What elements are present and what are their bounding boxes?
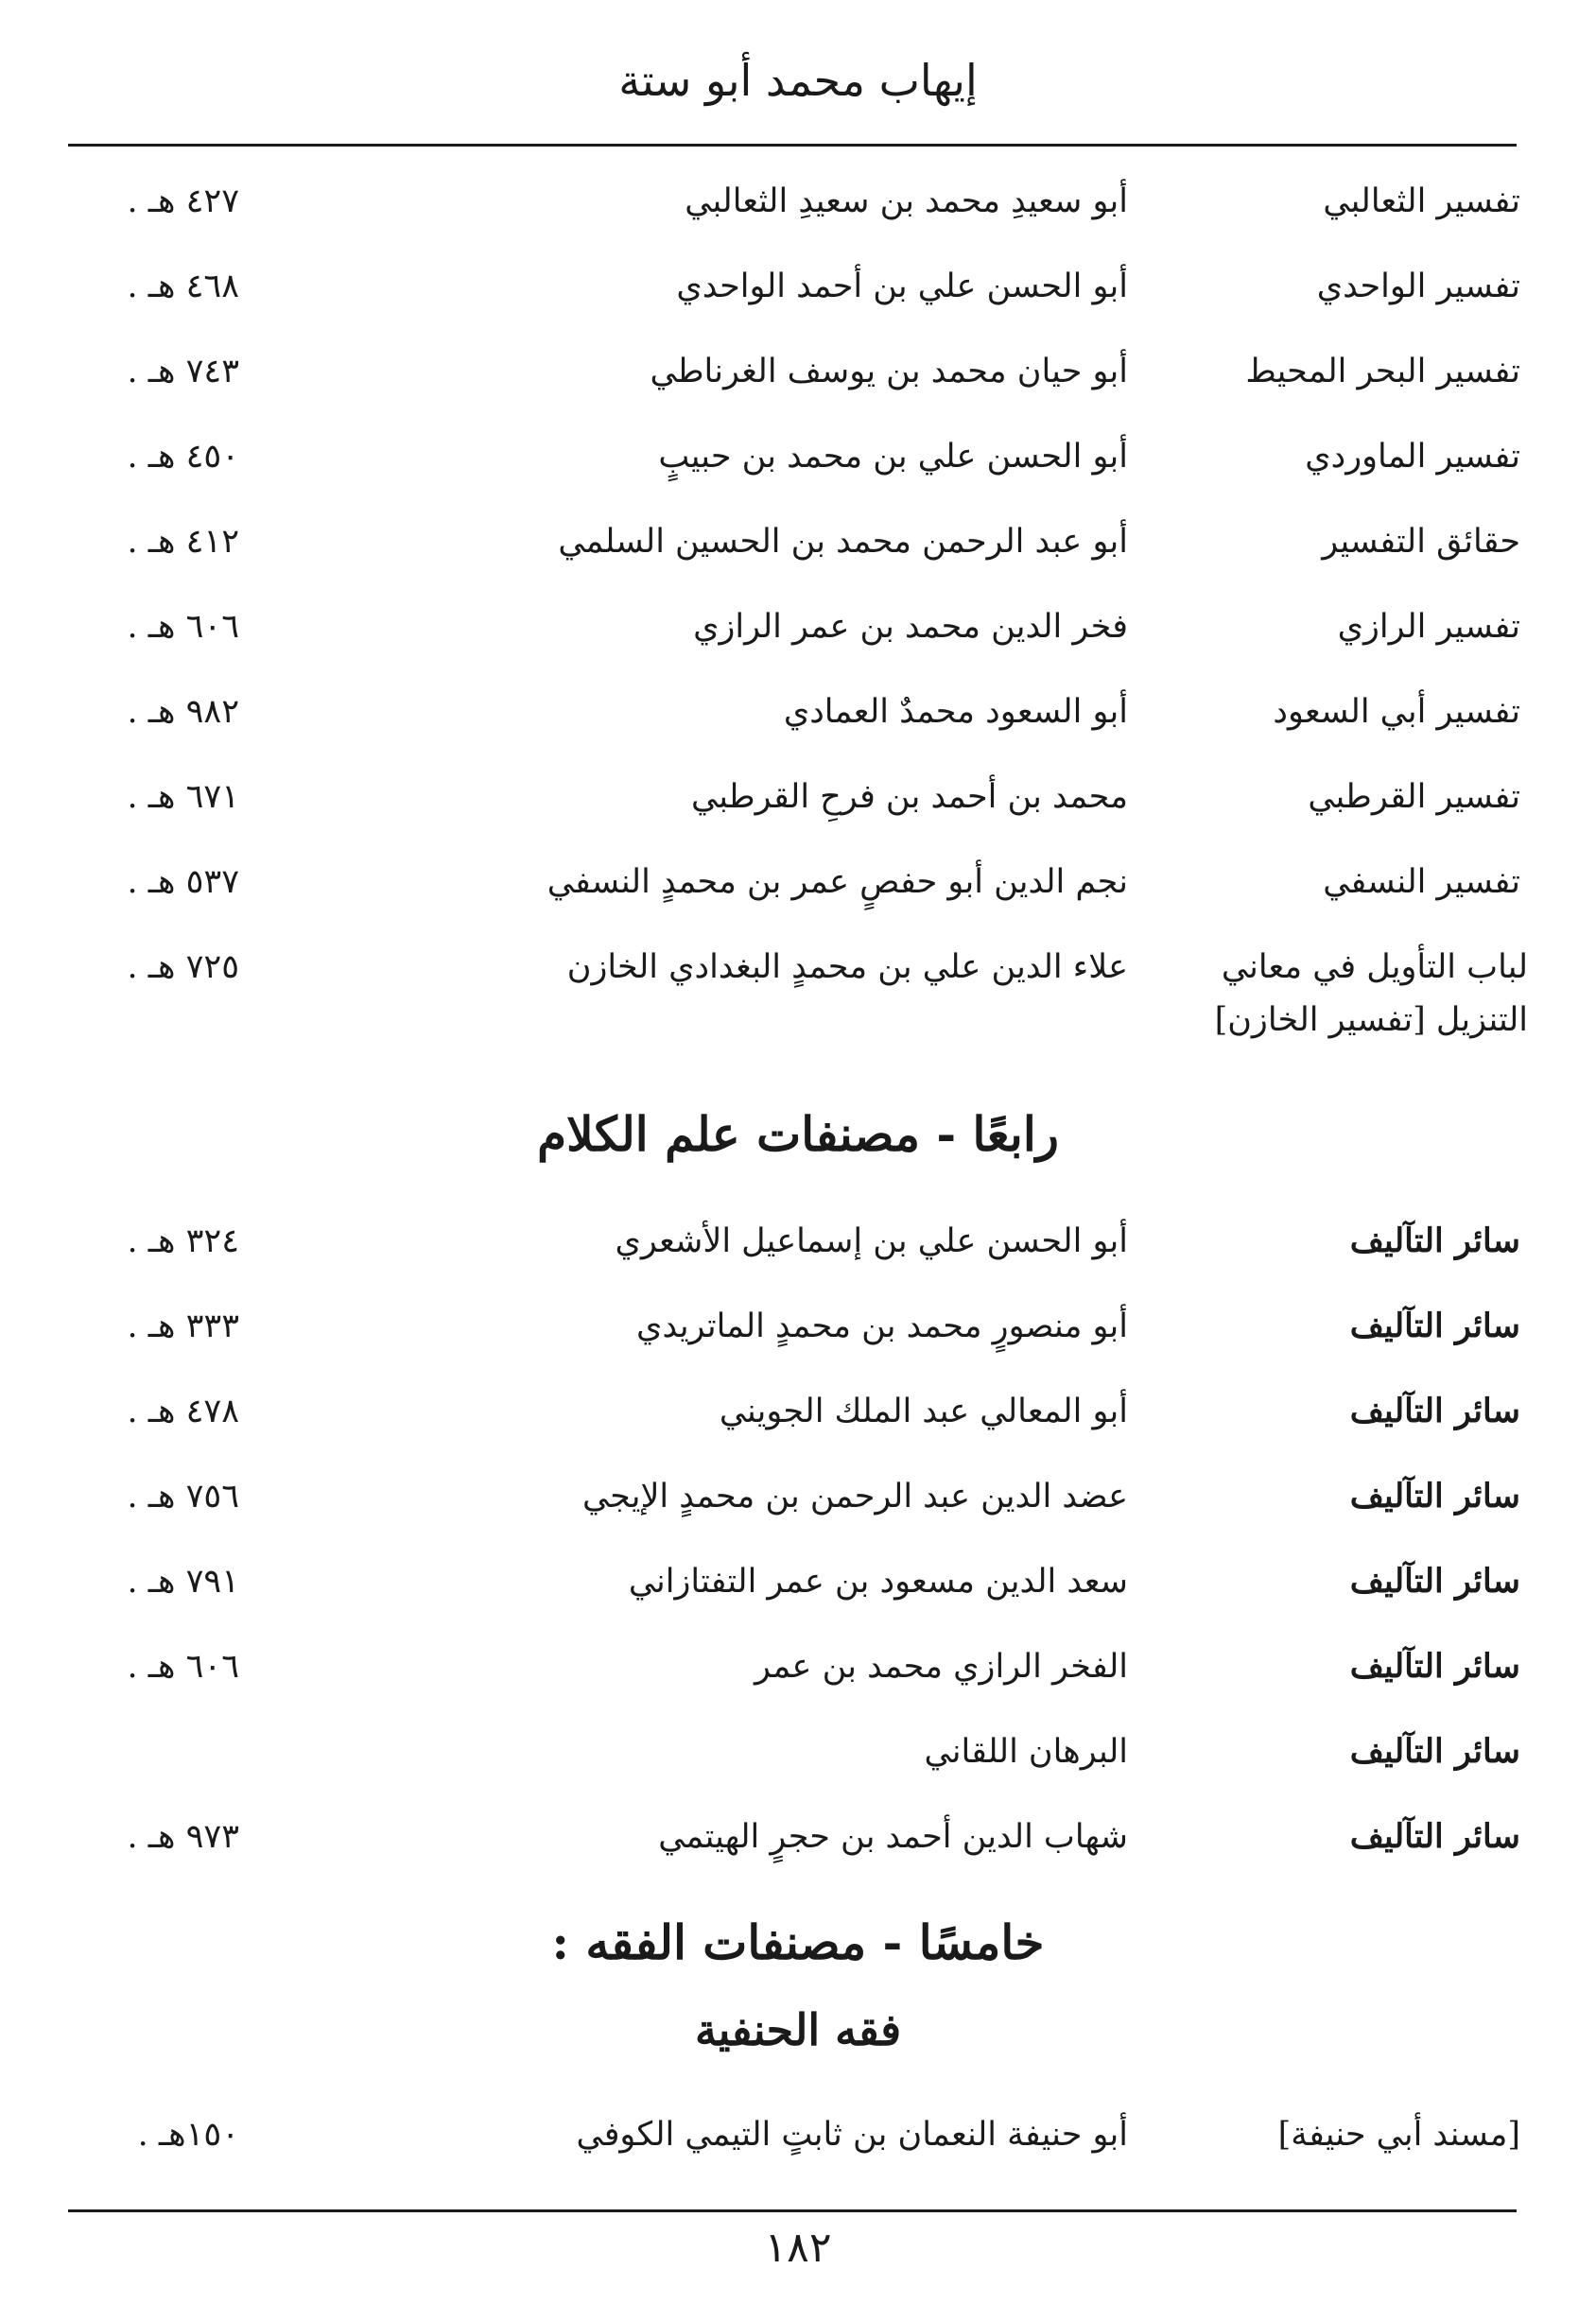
table-row bbox=[0, 941, 1596, 1054]
book-title: تفسير البحر المحيط bbox=[1245, 353, 1520, 390]
table-row bbox=[0, 856, 1596, 941]
death-date: ٤٥٠ هـ . bbox=[127, 438, 239, 476]
death-date: ٤٧٨ هـ . bbox=[127, 1393, 239, 1430]
author-name: فخر الدين محمد بن عمر الرازي bbox=[693, 608, 1128, 646]
table-row bbox=[0, 1385, 1596, 1470]
death-date: ٤٦٨ هـ . bbox=[127, 268, 239, 305]
book-title: تفسير الماوردي bbox=[1305, 438, 1520, 476]
author-name: عضد الدين عبد الرحمن بن محمدٍ الإيجي bbox=[581, 1478, 1128, 1516]
table-row bbox=[0, 430, 1596, 515]
book-title: [مسند أبي حنيفة] bbox=[1277, 2116, 1520, 2154]
table-row bbox=[0, 1640, 1596, 1725]
book-title: تفسير الواحدي bbox=[1316, 268, 1520, 305]
author-name: أبو عبد الرحمن محمد بن الحسين السلمي bbox=[558, 523, 1128, 561]
author-name: نجم الدين أبو حفصٍ عمر بن محمدٍ النسفي bbox=[546, 863, 1128, 901]
book-title: تفسير القرطبي bbox=[1308, 778, 1520, 816]
running-header: إيهاب محمد أبو ستة bbox=[618, 55, 978, 106]
table-row bbox=[0, 515, 1596, 600]
author-name: أبو الحسن علي بن أحمد الواحدي bbox=[676, 268, 1128, 305]
table-row bbox=[0, 2108, 1596, 2193]
book-title: سائر التآليف bbox=[1349, 1732, 1520, 1771]
book-title: سائر التآليف bbox=[1349, 1562, 1520, 1601]
table-row bbox=[0, 771, 1596, 856]
death-date: ٣٣٣ هـ . bbox=[127, 1308, 239, 1345]
table-row bbox=[0, 1725, 1596, 1810]
author-name: محمد بن أحمد بن فرحِ القرطبي bbox=[691, 778, 1128, 816]
author-name: أبو السعود محمدٌ العمادي bbox=[783, 693, 1128, 731]
author-name: أبو سعيدِ محمد بن سعيدِ الثعالبي bbox=[685, 182, 1128, 220]
book-title: سائر التآليف bbox=[1349, 1647, 1520, 1686]
book-title: تفسير الرازي bbox=[1337, 608, 1520, 646]
death-date: ٦٠٦ هـ . bbox=[127, 608, 239, 646]
table-row bbox=[0, 345, 1596, 430]
author-name: أبو المعالي عبد الملك الجويني bbox=[719, 1393, 1128, 1430]
author-name: أبو منصورٍ محمد بن محمدٍ الماتريدي bbox=[636, 1308, 1128, 1345]
section-subheading: فقه الحنفية bbox=[694, 2004, 902, 2055]
author-name: أبو حنيفة النعمان بن ثابتٍ التيمي الكوفي bbox=[576, 2116, 1128, 2154]
death-date: ٦٠٦ هـ . bbox=[127, 1648, 239, 1686]
death-date: ٤١٢ هـ . bbox=[127, 523, 239, 561]
death-date: ٧٥٦ هـ . bbox=[127, 1478, 239, 1516]
header-rule bbox=[68, 144, 1517, 147]
author-name: شهاب الدين أحمد بن حجرٍ الهيتمي bbox=[658, 1818, 1128, 1856]
table-row bbox=[0, 1470, 1596, 1555]
table-row bbox=[0, 600, 1596, 685]
death-date: ٩٨٢ هـ . bbox=[127, 693, 239, 731]
author-name: الفخر الرازي محمد بن عمر bbox=[755, 1648, 1128, 1686]
table-row bbox=[0, 685, 1596, 771]
table-row bbox=[0, 1810, 1596, 1896]
death-date: ٤٢٧ هـ . bbox=[127, 182, 239, 220]
death-date: ٣٢٤ هـ . bbox=[127, 1222, 239, 1260]
death-date: ٧٢٥ هـ . bbox=[127, 948, 239, 986]
author-name: علاء الدين علي بن محمدٍ البغدادي الخازن bbox=[566, 948, 1128, 986]
table-row bbox=[0, 1555, 1596, 1640]
table-row bbox=[0, 1300, 1596, 1385]
section-heading: خامسًا - مصنفات الفقه : bbox=[551, 1914, 1045, 1970]
table-row bbox=[0, 260, 1596, 345]
book-title: سائر التآليف bbox=[1349, 1221, 1520, 1260]
section-heading: رابعًا - مصنفات علم الكلام bbox=[537, 1106, 1059, 1162]
book-title: حقائق التفسير bbox=[1322, 523, 1520, 561]
death-date: ٧٩١ هـ . bbox=[127, 1563, 239, 1601]
death-date: ٩٧٣ هـ . bbox=[127, 1818, 239, 1856]
book-title: تفسير النسفي bbox=[1323, 863, 1520, 901]
book-title: تفسير أبي السعود bbox=[1273, 693, 1520, 731]
death-date: ٧٤٣ هـ . bbox=[127, 353, 239, 390]
book-title: سائر التآليف bbox=[1349, 1477, 1520, 1516]
death-date: ٥٣٧ هـ . bbox=[127, 863, 239, 901]
death-date: ٦٧١ هـ . bbox=[127, 778, 239, 816]
author-name: أبو الحسن علي بن إسماعيل الأشعري bbox=[615, 1222, 1128, 1260]
author-name: البرهان اللقاني bbox=[924, 1733, 1128, 1771]
book-title: سائر التآليف bbox=[1349, 1817, 1520, 1856]
author-name: أبو الحسن علي بن محمد بن حبيبٍ bbox=[658, 438, 1128, 476]
book-title: لباب التأويل في معاني التنزيل [تفسير الخازن] bbox=[1214, 948, 1528, 1039]
table-row bbox=[0, 1215, 1596, 1300]
death-date: ١٥٠هـ . bbox=[137, 2116, 239, 2154]
book-title: سائر التآليف bbox=[1349, 1392, 1520, 1430]
table-row bbox=[0, 175, 1596, 260]
book-title: سائر التآليف bbox=[1349, 1307, 1520, 1345]
author-name: أبو حيان محمد بن يوسف الغرناطي bbox=[650, 353, 1128, 390]
page-number: ١٨٢ bbox=[764, 2224, 832, 2272]
book-title: تفسير الثعالبي bbox=[1323, 182, 1520, 220]
footer-rule bbox=[68, 2209, 1517, 2212]
author-name: سعد الدين مسعود بن عمر التفتازاني bbox=[628, 1563, 1128, 1601]
